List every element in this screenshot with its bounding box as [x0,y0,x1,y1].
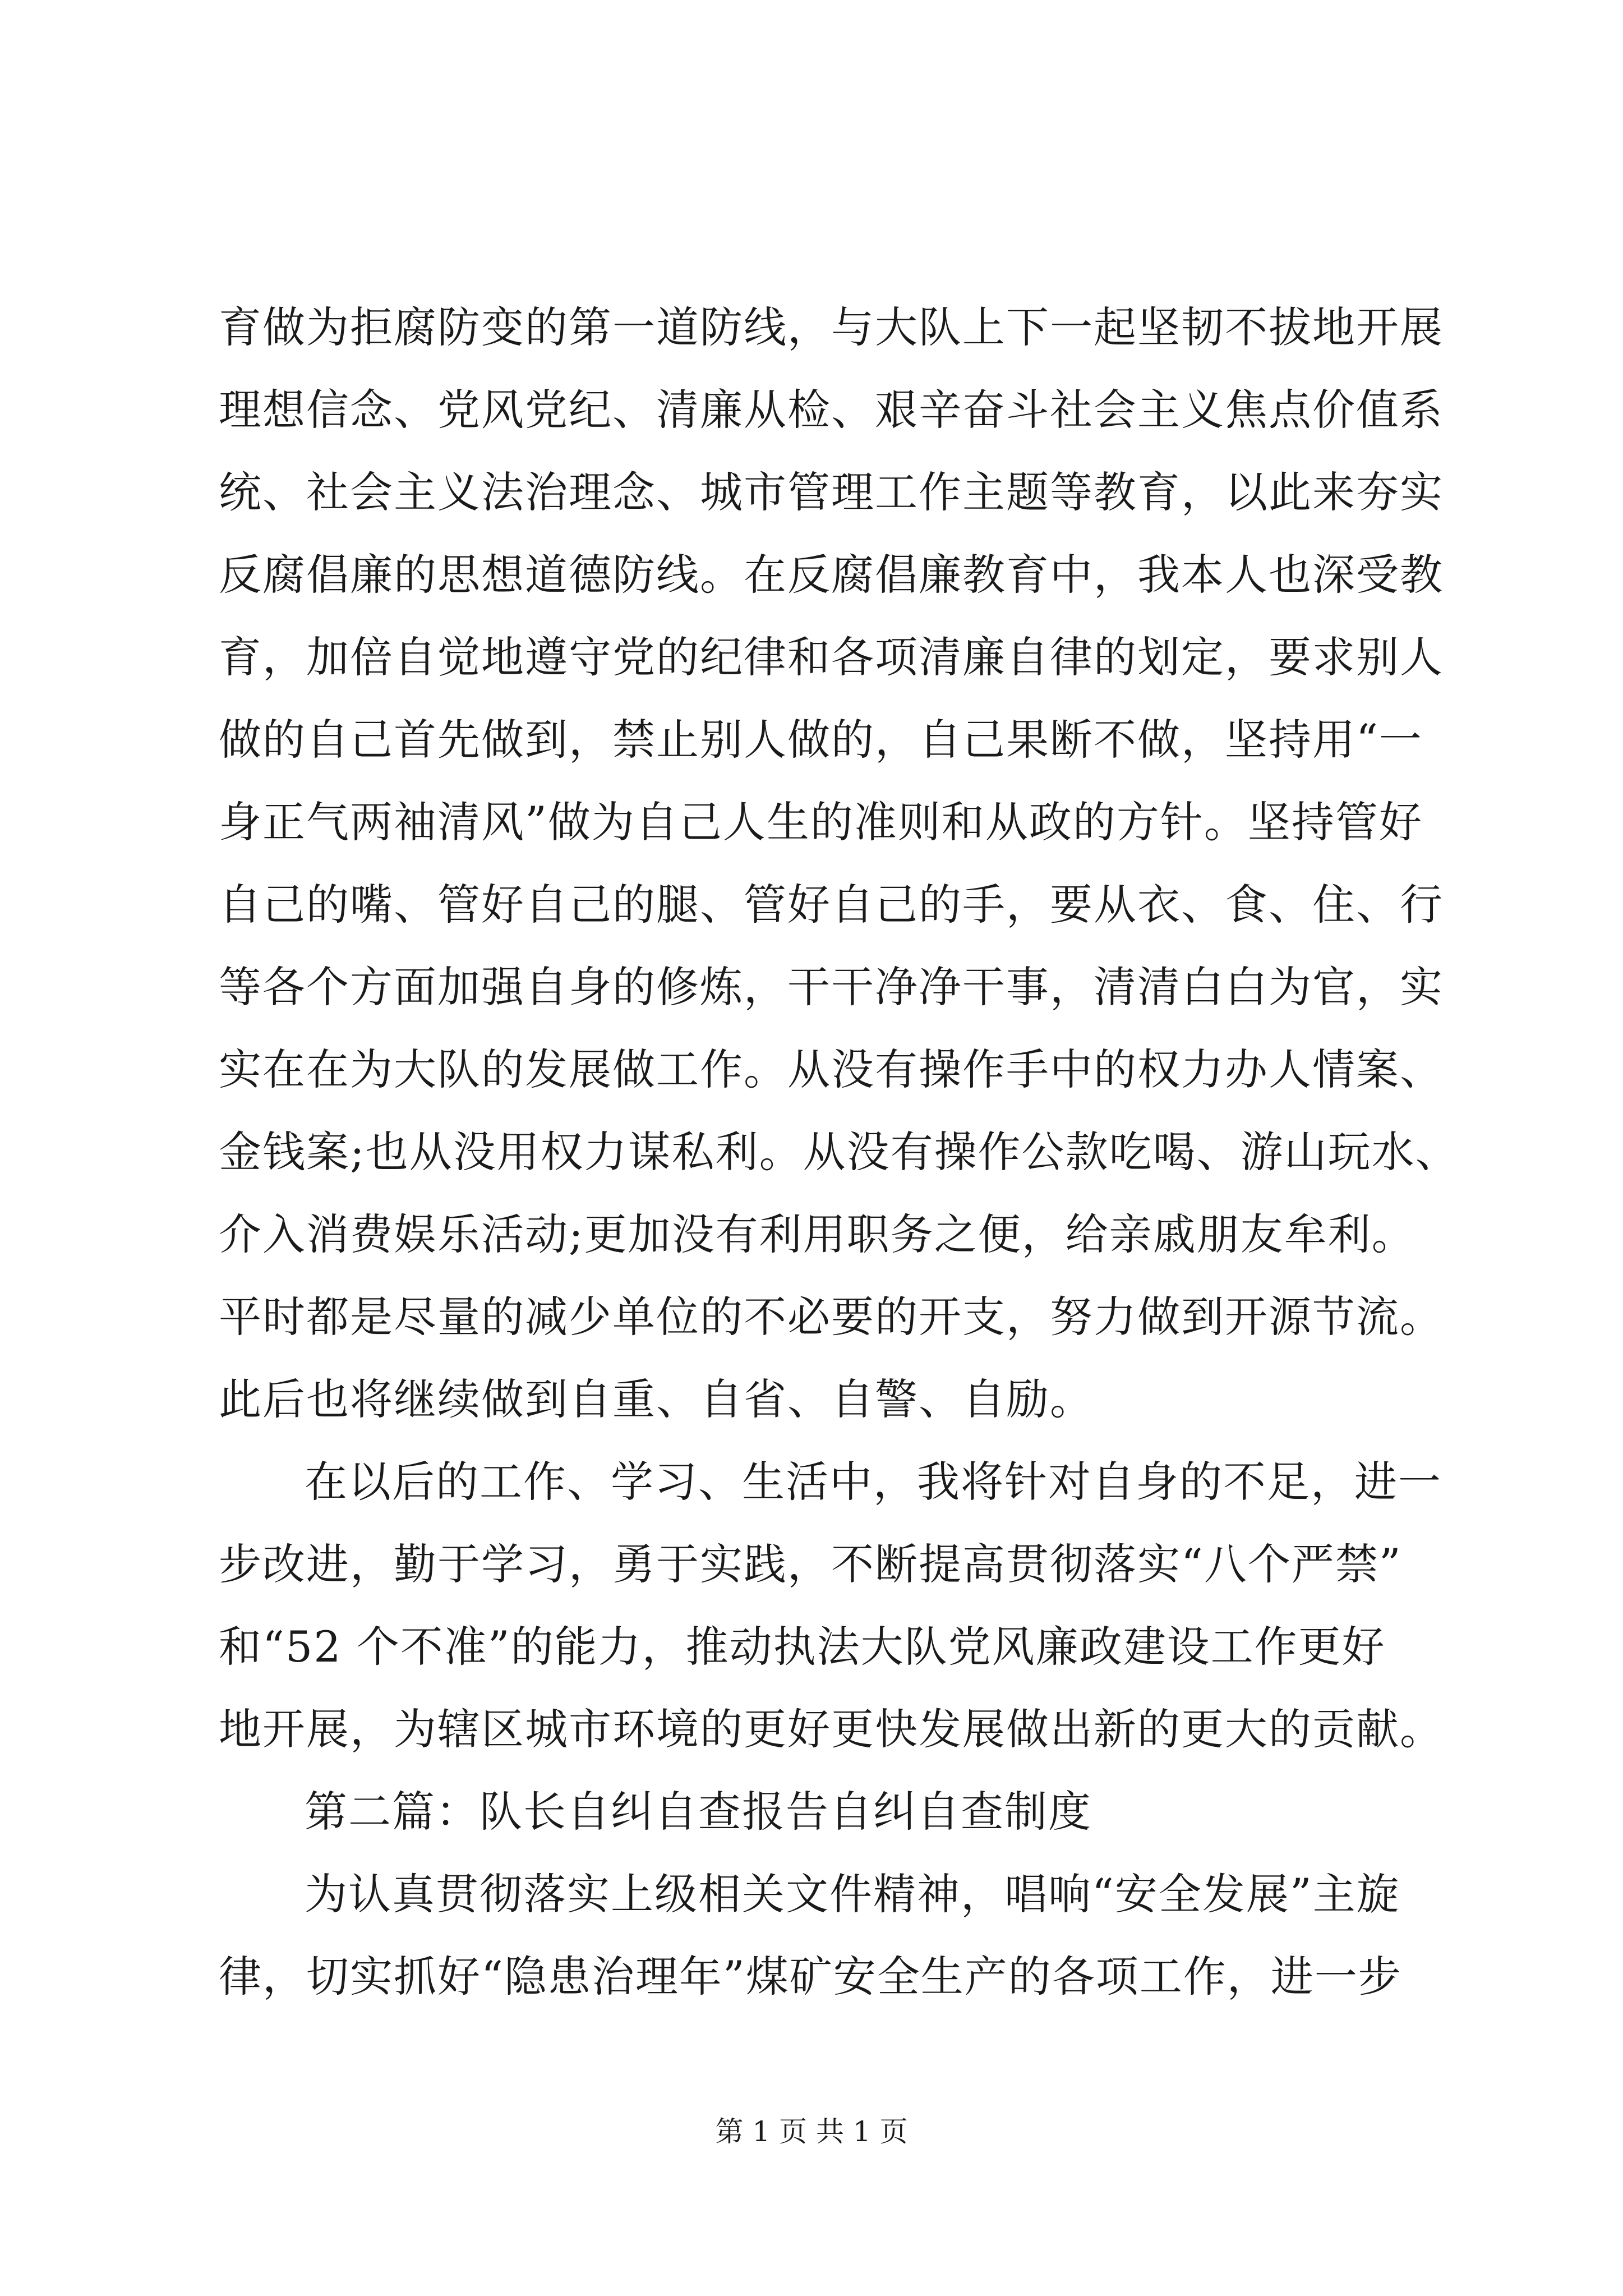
text-line: 等各个方面加强自身的修炼，干干净净干事，清清白白为官，实 [219,962,1444,1012]
text-line: 理想信念、党风党纪、清廉从检、艰辛奋斗社会主义焦点价值系 [219,385,1444,435]
text-line: 此后也将继续做到自重、自省、自警、自励。 [219,1374,1094,1424]
text-line: 统、社会主义法治理念、城市管理工作主题等教育，以此来夯实 [219,467,1444,517]
page-number-footer: 第 1 页 共 1 页 [715,2115,908,2148]
paragraph-start-line: 在以后的工作、学习、生活中，我将针对自身的不足，进一 [305,1457,1442,1507]
text-line: 反腐倡廉的思想道德防线。在反腐倡廉教育中，我本人也深受教 [219,550,1444,600]
text-line: 育做为拒腐防变的第一道防线，与大队上下一起坚韧不拔地开展 [219,302,1444,352]
text-line: 育，加倍自觉地遵守党的纪律和各项清廉自律的划定，要求别人 [219,632,1444,682]
text-line: 和“52 个不准”的能力，推动执法大队党风廉政建设工作更好 [219,1622,1386,1672]
text-line: 身正气两袖清风”做为自己人生的准则和从政的方针。坚持管好 [219,797,1423,847]
text-line: 律，切实抓好“隐患治理年”煤矿安全生产的各项工作，进一步 [219,1952,1402,2001]
section-heading: 第二篇：队长自纠自查报告自纠自查制度 [305,1787,1092,1837]
text-line: 地开展，为辖区城市环境的更好更快发展做出新的更大的贡献。 [219,1704,1444,1754]
text-line: 自己的嘴、管好自己的腿、管好自己的手，要从衣、食、住、行 [219,880,1444,930]
text-line: 平时都是尽量的减少单位的不必要的开支，努力做到开源节流。 [219,1292,1444,1342]
text-line: 做的自己首先做到，禁止别人做的，自己果断不做，坚持用“一 [219,715,1423,765]
text-line: 介入消费娱乐活动;更加没有利用职务之便，给亲戚朋友牟利。 [219,1209,1415,1259]
text-line: 实在在为大队的发展做工作。从没有操作手中的权力办人情案、 [219,1045,1444,1094]
paragraph-start-line: 为认真贯彻落实上级相关文件精神，唱响“安全发展”主旋 [305,1869,1400,1919]
text-line: 步改进，勤于学习，勇于实践，不断提高贯彻落实“八个严禁” [219,1539,1402,1589]
text-line: 金钱案;也从没用权力谋私利。从没有操作公款吃喝、游山玩水、 [219,1127,1459,1177]
